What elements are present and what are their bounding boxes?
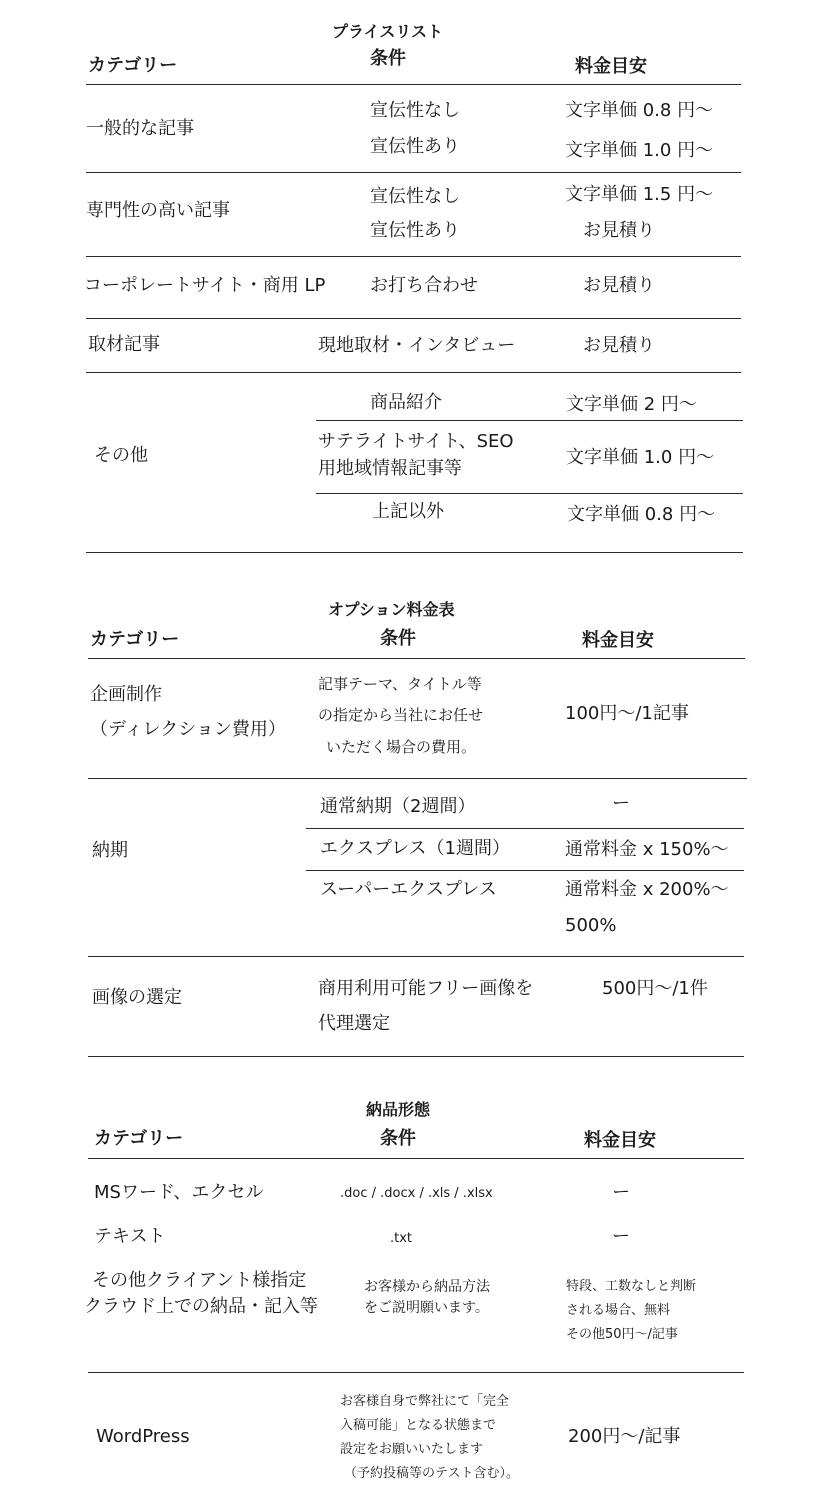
row-category: （ディレクション費用）	[90, 719, 286, 740]
row-category: 画像の選定	[92, 987, 182, 1008]
row-price: される場合、無料	[566, 1303, 671, 1318]
divider	[88, 658, 745, 659]
divider	[316, 420, 743, 421]
row-condition: .txt	[390, 1231, 413, 1246]
divider	[86, 256, 741, 257]
row-price: 200円〜/記事	[568, 1426, 681, 1447]
row-condition: の指定から当社にお任せ	[318, 706, 484, 724]
header-price: 料金目安	[582, 630, 654, 651]
row-price: 500%	[565, 915, 617, 936]
header-price: 料金目安	[575, 56, 647, 77]
header-category: カテゴリー	[88, 55, 178, 76]
row-price: 500円〜/1件	[602, 978, 708, 999]
header-category: カテゴリー	[94, 1128, 184, 1149]
row-condition: サテライトサイト、SEO	[318, 431, 514, 452]
row-condition: 記事テーマ、タイトル等	[318, 675, 482, 693]
row-price: 文字単価 1.5 円〜	[565, 184, 714, 205]
header-price: 料金目安	[584, 1130, 656, 1151]
row-price: 文字単価 2 円〜	[566, 394, 697, 415]
row-condition: 通常納期（2週間）	[320, 796, 476, 817]
row-category: MSワード、エクセル	[94, 1182, 264, 1203]
row-condition: 入稿可能」となる状態まで	[340, 1418, 497, 1433]
row-price: 100円〜/1記事	[565, 703, 689, 724]
divider	[88, 956, 744, 957]
row-condition: 宣伝性あり	[370, 220, 460, 241]
row-condition: 設定をお願いいたします	[340, 1442, 484, 1457]
row-category: その他	[94, 445, 148, 466]
divider	[86, 84, 741, 85]
row-condition: をご説明願います。	[364, 1300, 489, 1316]
row-price: 通常料金 x 200%〜	[565, 879, 729, 900]
row-condition: .doc / .docx / .xls / .xlsx	[340, 1186, 493, 1201]
row-condition: お客様自身で弊社にて「完全	[340, 1394, 510, 1409]
row-condition: スーパーエクスプレス	[320, 879, 497, 900]
row-category: 企画制作	[90, 684, 162, 705]
row-condition: 商用利用可能フリー画像を	[318, 978, 534, 999]
row-price: 文字単価 1.0 円〜	[565, 140, 714, 161]
row-price: お見積り	[583, 275, 655, 296]
row-condition: 上記以外	[372, 501, 444, 522]
divider	[86, 318, 741, 319]
row-price: 文字単価 0.8 円〜	[565, 100, 714, 121]
row-condition: エクスプレス（1週間）	[320, 838, 511, 859]
divider	[86, 552, 743, 553]
row-price: その他50円〜/記事	[566, 1327, 678, 1342]
row-condition: 代理選定	[318, 1013, 390, 1034]
row-price: お見積り	[583, 220, 655, 241]
row-condition: 宣伝性なし	[370, 100, 460, 121]
divider	[88, 1056, 744, 1057]
divider	[86, 172, 741, 173]
row-condition: 宣伝性なし	[370, 186, 460, 207]
row-category: 納期	[92, 840, 128, 861]
divider	[306, 870, 744, 871]
row-condition: お客様から納品方法	[364, 1279, 490, 1295]
option-list-title: オプション料金表	[328, 600, 455, 619]
row-condition: いただく場合の費用。	[326, 738, 477, 756]
row-condition: お打ち合わせ	[370, 275, 478, 296]
header-condition: 条件	[370, 48, 406, 69]
row-category: コーポレートサイト・商用 LP	[84, 275, 326, 296]
header-condition: 条件	[380, 628, 416, 649]
divider	[88, 1372, 744, 1373]
row-condition: 用地域情報記事等	[318, 458, 462, 479]
row-price: お見積り	[583, 335, 655, 356]
divider	[88, 778, 747, 779]
row-price: 通常料金 x 150%〜	[565, 839, 729, 860]
row-category: 一般的な記事	[86, 118, 194, 139]
delivery-title: 納品形態	[366, 1100, 431, 1119]
row-price: ー	[612, 1182, 630, 1203]
row-price: 文字単価 0.8 円〜	[567, 504, 716, 525]
row-condition: 現地取材・インタビュー	[318, 335, 516, 356]
header-category: カテゴリー	[90, 629, 180, 650]
divider	[86, 372, 741, 373]
divider	[306, 828, 744, 829]
row-category: テキスト	[94, 1226, 166, 1247]
row-condition: 宣伝性あり	[370, 136, 460, 157]
divider	[88, 1158, 744, 1159]
row-price: ー	[612, 1226, 630, 1247]
divider	[316, 493, 743, 494]
row-category: 専門性の高い記事	[86, 200, 230, 221]
price-list-title: プライスリスト	[332, 22, 444, 41]
row-category: その他クライアント様指定	[92, 1270, 307, 1291]
header-condition: 条件	[380, 1128, 416, 1149]
row-category: 取材記事	[88, 334, 160, 355]
row-price: 特段、工数なしと判断	[566, 1279, 697, 1294]
row-condition: （予約投稿等のテスト含む）。	[344, 1466, 519, 1481]
row-category: WordPress	[96, 1426, 190, 1447]
row-price: 文字単価 1.0 円〜	[566, 447, 715, 468]
row-price: ー	[612, 793, 630, 814]
row-category: クラウド上での納品・記入等	[84, 1296, 318, 1317]
row-condition: 商品紹介	[370, 392, 442, 413]
